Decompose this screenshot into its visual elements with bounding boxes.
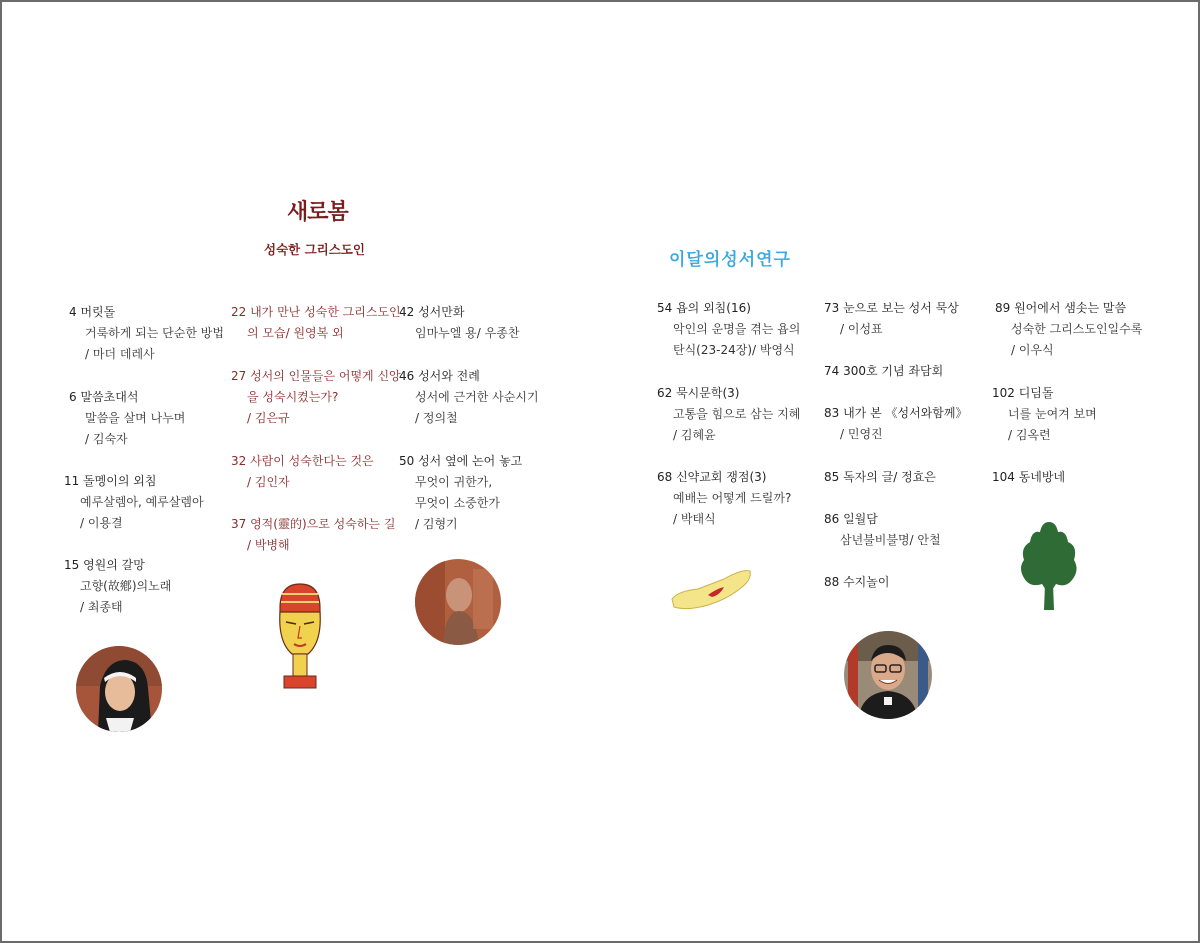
toc-entry-title: 74 300호 기념 좌담회 <box>824 364 944 378</box>
toc-entry[interactable] <box>231 514 395 556</box>
toc-entry[interactable] <box>657 298 800 361</box>
toc-entry[interactable] <box>231 302 401 344</box>
toc-entry[interactable] <box>399 302 519 344</box>
toc-entry[interactable] <box>657 383 800 446</box>
toc-entry-line: / 박태식 <box>673 512 716 526</box>
toc-entry[interactable] <box>824 298 959 340</box>
toc-entry[interactable] <box>64 555 171 618</box>
toc-entry-line: 예루살렘아, 예루살렘아 <box>80 495 204 509</box>
toc-entry-line: / 민영진 <box>840 427 883 441</box>
toc-entry-title: 88 수지놀이 <box>824 575 890 589</box>
toc-entry-title: 22 내가 만난 성숙한 그리스도인 <box>231 305 401 319</box>
toc-entry-title: 27 성서의 인물들은 어떻게 신앙 <box>231 369 401 383</box>
toc-entry-line: 예배는 어떻게 드릴까? <box>673 491 792 505</box>
toc-entry-line: 악인의 운명을 겪는 욥의 <box>673 322 801 336</box>
toc-entry[interactable] <box>992 383 1097 446</box>
new-section-subtitle: 성숙한 그리스도인 <box>264 242 365 257</box>
toc-entry[interactable] <box>231 366 401 429</box>
toc-entry-title: 50 성서 옆에 논어 놓고 <box>399 454 523 468</box>
toc-entry-line: 거룩하게 되는 단순한 방법 <box>85 326 224 340</box>
toc-entry-title: 37 영적(靈的)으로 성숙하는 길 <box>231 517 396 531</box>
toc-entry[interactable] <box>824 509 941 551</box>
toc-entry[interactable] <box>399 451 522 535</box>
toc-entry-line: / 이성표 <box>840 322 883 336</box>
toc-entry[interactable] <box>231 451 374 493</box>
toc-entry-line: 을 성숙시켰는가? <box>247 390 339 404</box>
toc-entry[interactable] <box>824 467 936 488</box>
toc-entry-line: 임마누엘 용/ 우종찬 <box>415 326 520 340</box>
toc-entry-line: / 김인자 <box>247 475 290 489</box>
toc-entry-title: 62 묵시문학(3) <box>657 386 740 400</box>
toc-entry-title: 68 신약교회 쟁점(3) <box>657 470 767 484</box>
toc-entry-title: 6 말씀초대석 <box>69 390 139 404</box>
toc-entry-title: 86 일월담 <box>824 512 878 526</box>
toc-entry-line: / 김옥련 <box>1008 428 1051 442</box>
toc-entry[interactable] <box>69 387 185 450</box>
toc-entry-title: 32 사람이 성숙한다는 것은 <box>231 454 374 468</box>
toc-entry-line: 탄식(23-24장)/ 박영식 <box>673 343 795 357</box>
toc-entry-title: 85 독자의 글/ 정효은 <box>824 470 936 484</box>
toc-entry-title: 15 영원의 갈망 <box>64 558 145 572</box>
fresco-photo <box>415 559 501 645</box>
toc-entry-title: 11 돌멩이의 외침 <box>64 474 157 488</box>
toc-entry-title: 4 머릿돌 <box>69 305 116 319</box>
toc-entry-line: 고통을 힘으로 삼는 지혜 <box>673 407 801 421</box>
toc-entry-line: / 김혜윤 <box>673 428 716 442</box>
toc-entry-line: / 최종태 <box>80 600 123 614</box>
toc-entry-title: 54 욥의 외침(16) <box>657 301 751 315</box>
toc-entry-title: 89 원어에서 샘솟는 말씀 <box>995 301 1127 315</box>
hand-illustration <box>668 565 754 615</box>
toc-entry[interactable] <box>824 403 967 445</box>
toc-entry-title: 42 성서만화 <box>399 305 465 319</box>
toc-entry-line: / 김숙자 <box>85 432 128 446</box>
toc-entry[interactable] <box>64 471 204 534</box>
tree-illustration <box>1018 520 1080 612</box>
man-photo <box>844 631 932 719</box>
toc-entry-title: 102 디딤돌 <box>992 386 1054 400</box>
toc-entry-line: / 김형기 <box>415 517 458 531</box>
toc-entry[interactable] <box>824 572 889 593</box>
toc-entry[interactable] <box>399 366 539 429</box>
toc-entry[interactable] <box>824 361 943 382</box>
toc-entry[interactable] <box>69 302 224 365</box>
toc-entry-line: 성숙한 그리스도인일수록 <box>1011 322 1143 336</box>
toc-entry-line: / 마더 데레사 <box>85 347 155 361</box>
toc-entry[interactable] <box>995 298 1142 361</box>
toc-entry-line: 무엇이 소중한가 <box>415 496 500 510</box>
toc-entry-line: / 정의철 <box>415 411 458 425</box>
toc-entry-line: 성서에 근거한 사순시기 <box>415 390 539 404</box>
toc-entry[interactable] <box>657 467 791 530</box>
toc-entry-line: 삼년불비불명/ 안철 <box>840 533 941 547</box>
toc-entry-line: / 김은규 <box>247 411 290 425</box>
toc-entry-line: 무엇이 귀한가, <box>415 475 493 489</box>
new-section-title: 새로봄 <box>287 199 348 225</box>
toc-entry-line: 고향(故鄕)의노래 <box>80 579 172 593</box>
mask-illustration <box>272 582 328 692</box>
toc-entry-line: 의 모습/ 원영복 외 <box>247 326 344 340</box>
toc-entry-line: 말씀을 살며 나누며 <box>85 411 186 425</box>
toc-entry[interactable] <box>992 467 1065 488</box>
toc-entry-line: / 이우식 <box>1011 343 1054 357</box>
toc-entry-line: / 박병해 <box>247 538 290 552</box>
nun-photo <box>76 646 162 732</box>
toc-entry-line: / 이용결 <box>80 516 123 530</box>
toc-entry-title: 104 동네방네 <box>992 470 1066 484</box>
study-section-title: 이달의성서연구 <box>669 250 791 270</box>
toc-entry-title: 46 성서와 전례 <box>399 369 480 383</box>
toc-entry-title: 83 내가 본 《성서와함께》 <box>824 406 968 420</box>
toc-entry-title: 73 눈으로 보는 성서 묵상 <box>824 301 959 315</box>
toc-entry-line: 너를 눈여겨 보며 <box>1008 407 1097 421</box>
